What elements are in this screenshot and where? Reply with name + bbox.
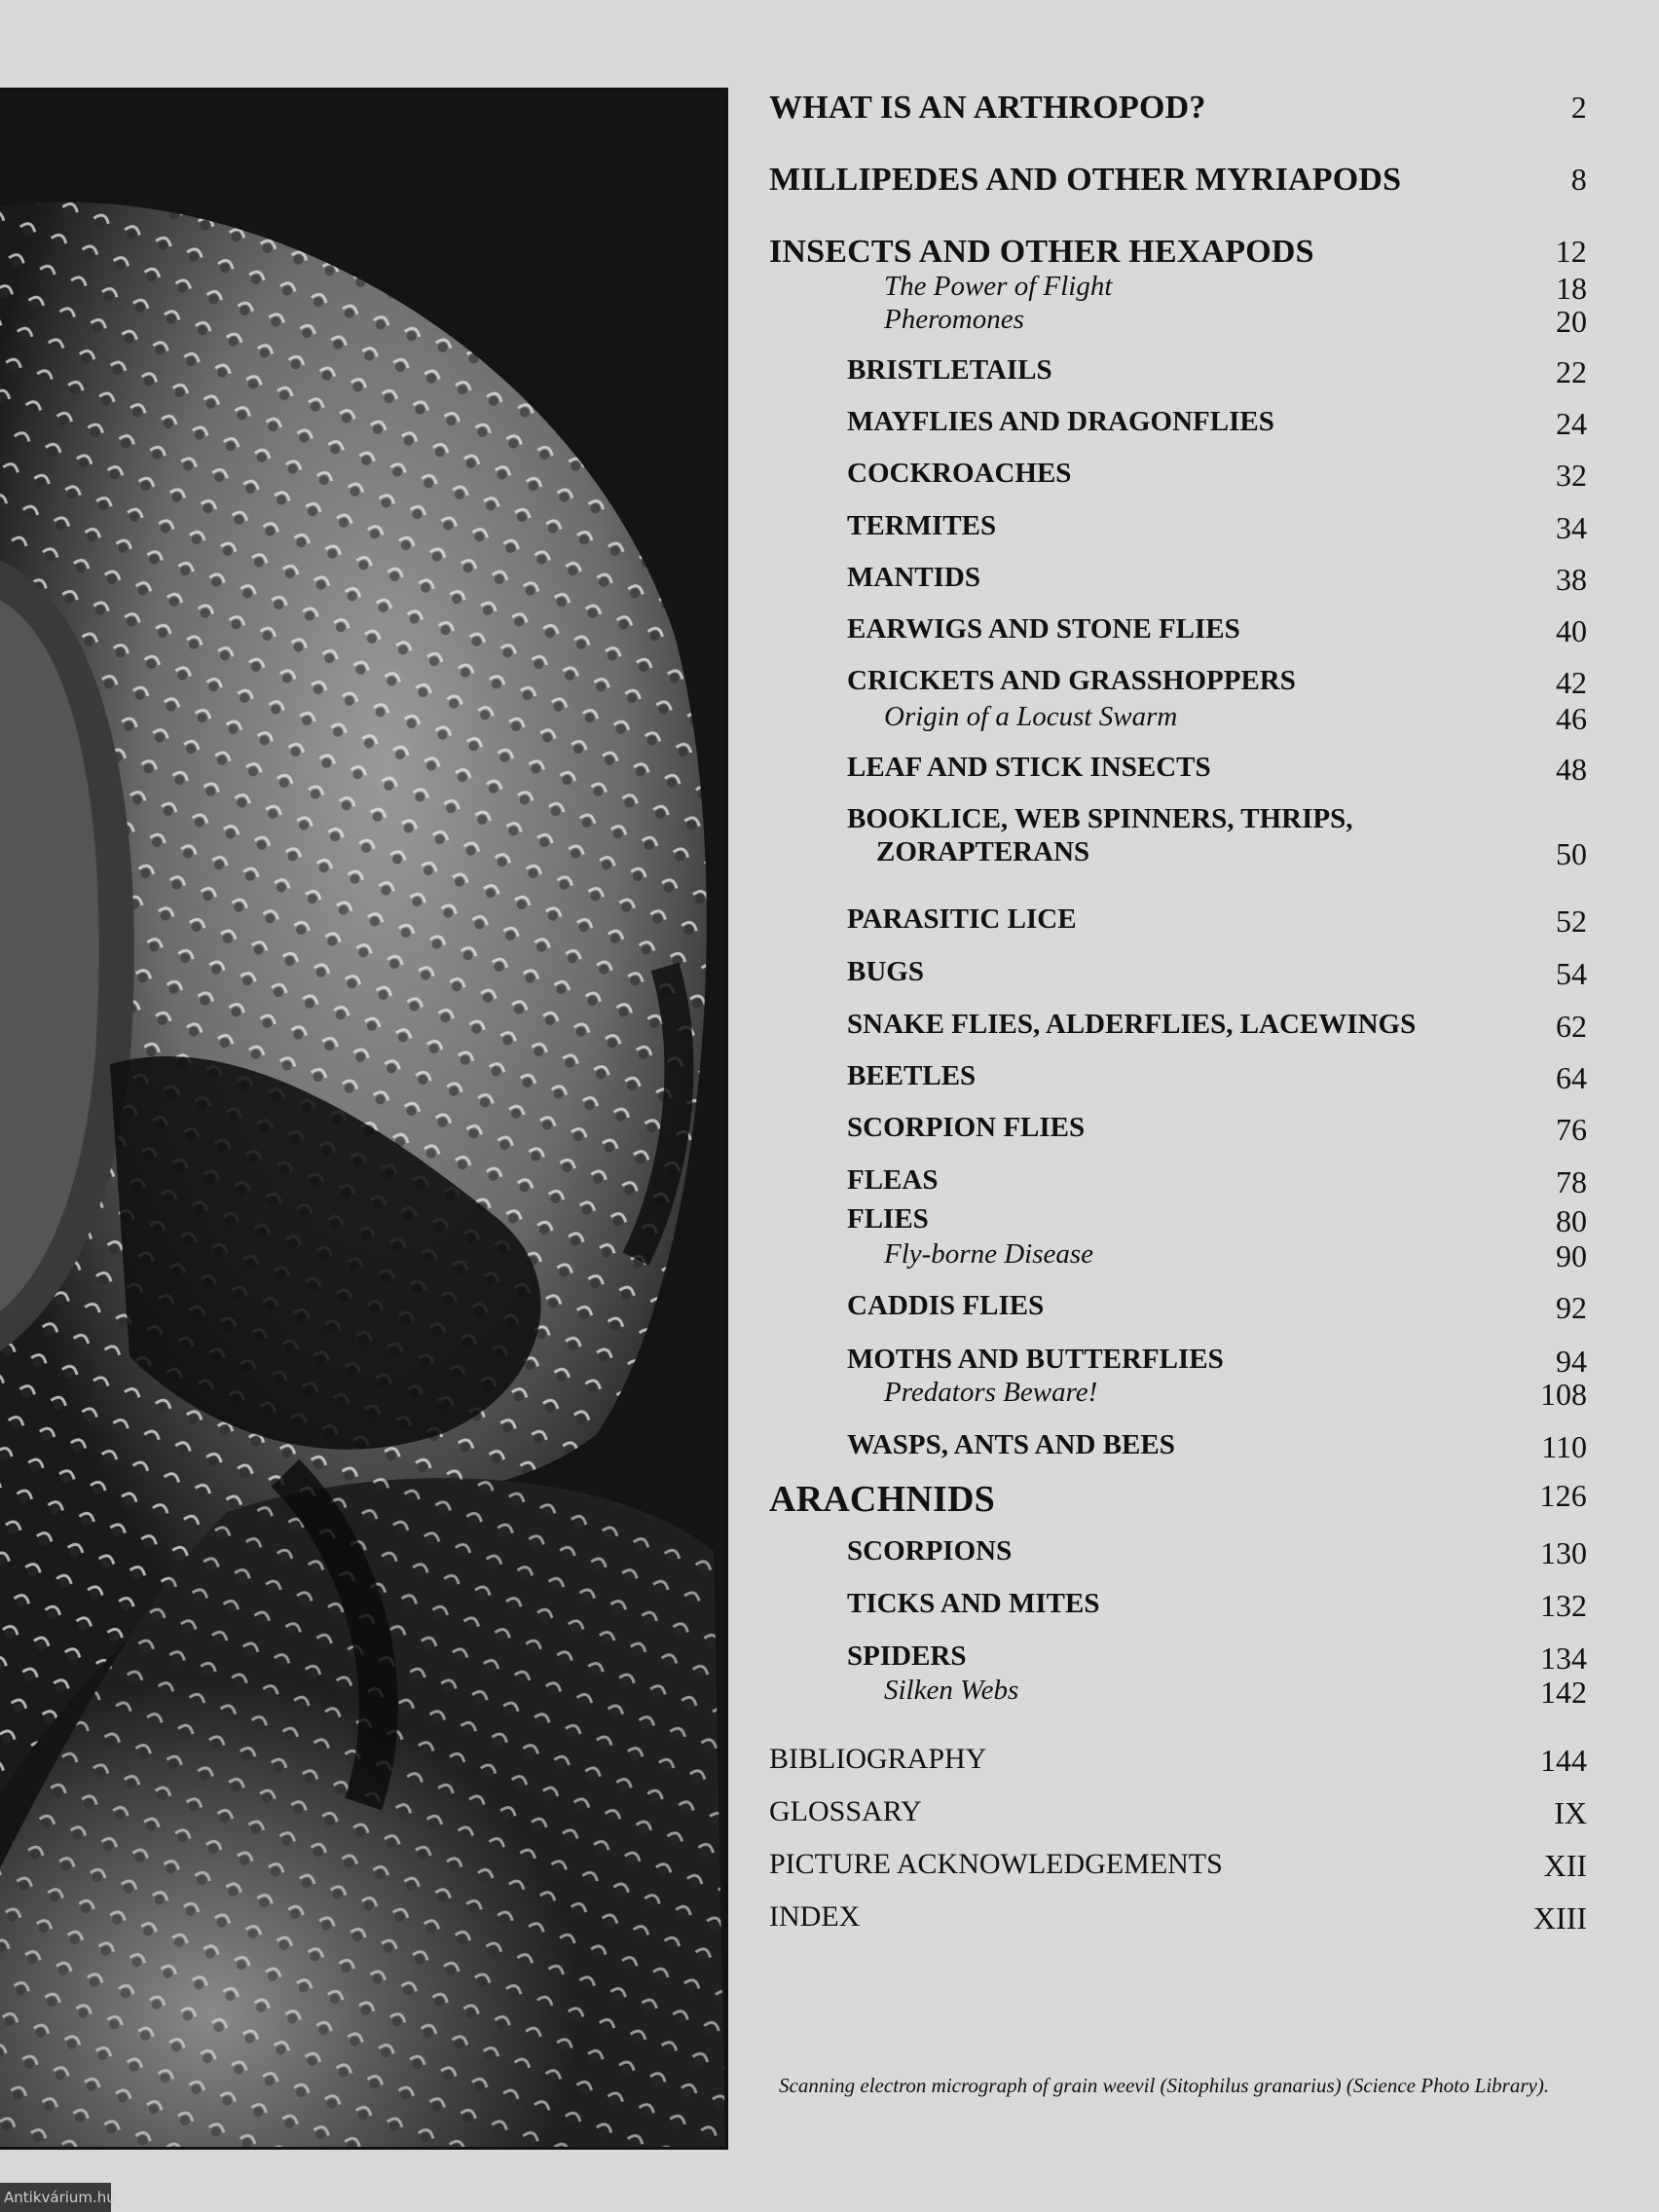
toc-entry-title: FLEAS	[847, 1164, 939, 1196]
toc-entry-title: INSECTS AND OTHER HEXAPODS	[769, 234, 1314, 270]
toc-entry-title: EARWIGS AND STONE FLIES	[847, 613, 1240, 645]
toc-entry-page: 126	[1539, 1478, 1587, 1513]
toc-entry-page: 52	[1556, 903, 1587, 939]
toc-entry-page: 110	[1541, 1429, 1587, 1464]
toc-entry-title: BEETLES	[847, 1060, 977, 1091]
toc-entry-page: 108	[1540, 1377, 1587, 1412]
toc-entry-page: 62	[1556, 1009, 1587, 1044]
toc-entry-page: 46	[1556, 701, 1587, 736]
toc-entry-title: Silken Webs	[884, 1675, 1019, 1706]
toc-entry-page: 8	[1570, 162, 1587, 197]
toc-entry-title: MILLIPEDES AND OTHER MYRIAPODS	[769, 162, 1402, 198]
toc-entry-title: MAYFLIES AND DRAGONFLIES	[847, 406, 1274, 437]
toc-entry-title: Fly-borne Disease	[884, 1238, 1094, 1270]
toc-entry-title: BRISTLETAILS	[847, 354, 1052, 386]
toc-entry-page: 48	[1556, 752, 1587, 787]
toc-entry-page: 22	[1556, 354, 1587, 389]
toc-entry-page: 38	[1556, 562, 1587, 597]
toc-entry-title: WASPS, ANTS AND BEES	[847, 1429, 1175, 1460]
toc-entry-page: 42	[1556, 665, 1587, 700]
toc-entry-title: ARACHNIDS	[769, 1479, 995, 1520]
toc-entry-page: 130	[1540, 1535, 1587, 1570]
toc-entry-page: 142	[1540, 1675, 1587, 1710]
toc-entry-title: TERMITES	[847, 510, 997, 541]
toc-entry-title: TICKS AND MITES	[847, 1588, 1100, 1619]
toc-entry-title: BUGS	[847, 956, 924, 987]
toc-entry-page: XIII	[1532, 1900, 1587, 1936]
toc-entry-title: WHAT IS AN ARTHROPOD?	[769, 90, 1206, 126]
toc-entry-page: 12	[1555, 234, 1587, 269]
toc-entry-title: SCORPIONS	[847, 1535, 1013, 1567]
toc-entry-title: COCKROACHES	[847, 458, 1072, 489]
toc-entry-title: Origin of a Locust Swarm	[884, 701, 1178, 732]
toc-entry-page: 20	[1556, 304, 1587, 339]
toc-entry-page: 132	[1540, 1588, 1587, 1623]
toc-entry-page: 24	[1556, 406, 1587, 441]
toc-entry-page: 50	[1556, 836, 1587, 871]
watermark: Antikvárium.hu	[0, 2183, 111, 2212]
toc-entry-page: 34	[1556, 510, 1587, 545]
toc-entry-title: SPIDERS	[847, 1641, 967, 1672]
toc-entry-page: 144	[1540, 1743, 1587, 1778]
toc-entry-page: 134	[1540, 1641, 1587, 1676]
toc-entry-page: 32	[1556, 458, 1587, 493]
toc-entry-title: FLIES	[847, 1203, 929, 1235]
toc-entry-page: IX	[1554, 1795, 1587, 1830]
toc-entry-title: CADDIS FLIES	[847, 1290, 1045, 1321]
toc-entry-title: INDEX	[769, 1900, 861, 1933]
toc-entry-title: MANTIDS	[847, 562, 980, 593]
toc-entry-title: LEAF AND STICK INSECTS	[847, 752, 1211, 783]
toc-entry-page: 94	[1556, 1344, 1587, 1379]
toc-entry-title: CRICKETS AND GRASSHOPPERS	[847, 665, 1296, 696]
toc-entry-title: GLOSSARY	[769, 1795, 922, 1827]
toc-entry-page: 78	[1556, 1164, 1587, 1199]
toc-entry-page: 90	[1556, 1238, 1587, 1273]
toc-entry-title: PICTURE ACKNOWLEDGEMENTS	[769, 1848, 1223, 1880]
toc-entry-title: PARASITIC LICE	[847, 903, 1077, 935]
photo-caption: Scanning electron micrograph of grain weevil (Sitophilus granarius) (Science Photo Library).	[779, 2074, 1550, 2097]
toc-entry-page: 2	[1570, 90, 1587, 125]
toc-entry-title-continued: ZORAPTERANS	[876, 836, 1090, 867]
toc-entry-title: The Power of Flight	[884, 271, 1113, 302]
toc-entry-title: BOOKLICE, WEB SPINNERS, THRIPS,	[847, 803, 1353, 834]
toc-entry-title: Predators Beware!	[884, 1377, 1098, 1408]
toc-entry-page: 64	[1556, 1060, 1587, 1095]
toc-entry-title: BIBLIOGRAPHY	[769, 1743, 987, 1775]
toc-entry-title: SNAKE FLIES, ALDERFLIES, LACEWINGS	[847, 1009, 1417, 1040]
toc-entry-page: 80	[1556, 1203, 1587, 1238]
toc-entry-page: 40	[1556, 613, 1587, 648]
toc-entry-page: 54	[1556, 956, 1587, 991]
toc-entry-page: XII	[1543, 1848, 1587, 1883]
toc-entry-title: MOTHS AND BUTTERFLIES	[847, 1344, 1224, 1375]
toc-entry-page: 76	[1556, 1112, 1587, 1147]
toc-entry-page: 92	[1556, 1290, 1587, 1325]
toc-entry-title: Pheromones	[884, 304, 1024, 335]
toc-entry-page: 18	[1556, 271, 1587, 306]
toc-entry-title: SCORPION FLIES	[847, 1112, 1086, 1143]
